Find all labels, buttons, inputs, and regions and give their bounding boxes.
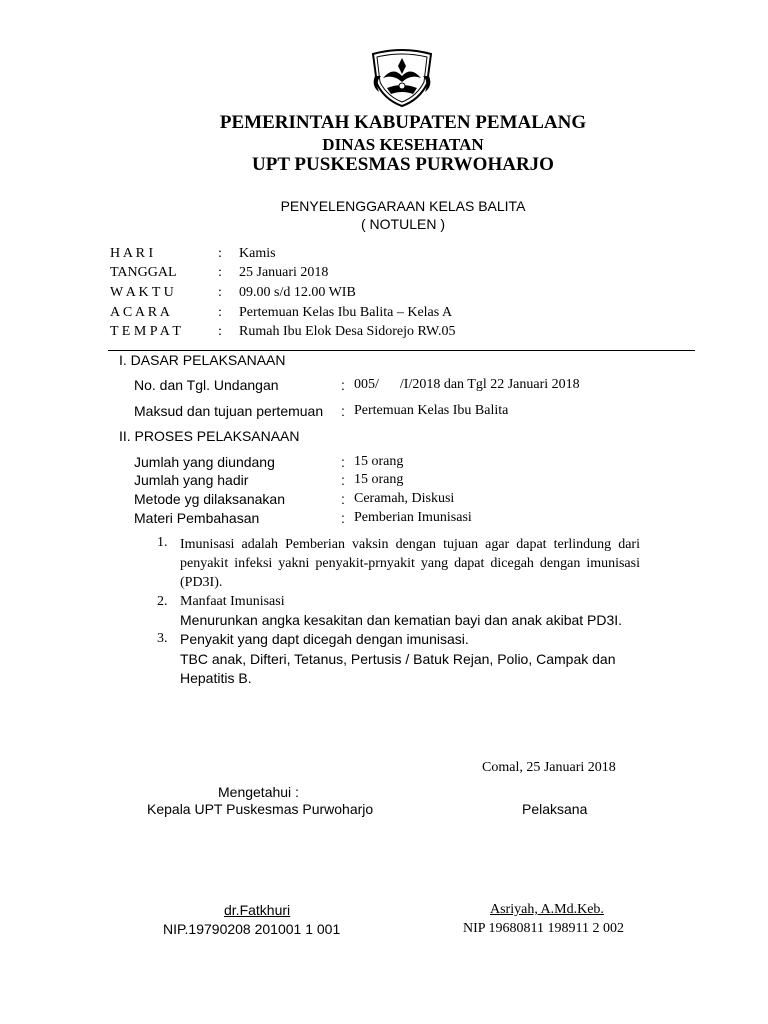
section2-heading: II. PROSES PELAKSANAAN — [119, 428, 300, 444]
basis-sep: : — [341, 377, 345, 393]
info-value-place: Rumah Ibu Elok Desa Sidorejo RW.05 — [239, 324, 456, 339]
executor-title: Pelaksana — [522, 801, 588, 817]
process-label-material: Materi Pembahasan — [134, 510, 260, 526]
list-item-heading: Manfaat Imunisasi — [180, 594, 285, 609]
divider-line — [108, 350, 695, 351]
letterhead-unit: UPT PUSKESMAS PURWOHARJO — [252, 154, 554, 175]
basis-sep: : — [341, 403, 345, 419]
info-sep: : — [218, 246, 222, 261]
basis-label-invitation: No. dan Tgl. Undangan — [134, 377, 279, 393]
list-item-text: Menurunkan angka kesakitan dan kematian bayi dan anak akibat PD3I. — [180, 612, 623, 628]
list-item-heading: Penyakit yang dapt dicegah dengan imunisasi. — [180, 631, 469, 647]
info-label-time: W A K T U — [110, 285, 174, 300]
info-sep: : — [218, 285, 222, 300]
place-date: Comal, 25 Januari 2018 — [482, 760, 616, 775]
regency-emblem-logo — [369, 48, 435, 108]
list-item-number: 1. — [157, 535, 168, 550]
list-item-text: TBC anak, Difteri, Tetanus, Pertusis / Batuk Rejan, Polio, Campak dan — [180, 651, 616, 667]
process-value-material: Pemberian Imunisasi — [354, 510, 472, 525]
basis-value-invitation: 005/ /I/2018 dan Tgl 22 Januari 2018 — [354, 377, 580, 392]
info-value-time: 09.00 s/d 12.00 WIB — [239, 285, 356, 300]
head-title: Kepala UPT Puskesmas Purwoharjo — [147, 801, 374, 817]
process-sep: : — [341, 510, 345, 526]
section1-heading: I. DASAR PELAKSANAAN — [119, 352, 286, 368]
basis-label-purpose: Maksud dan tujuan pertemuan — [134, 403, 324, 419]
letterhead-agency: DINAS KESEHATAN — [322, 135, 484, 154]
process-sep: : — [341, 491, 345, 507]
process-sep: : — [341, 454, 345, 470]
list-item-text: Imunisasi adalah Pemberian vaksin dengan tujuan agar dapat terlindung dari penyakit infeksi yakni penyakit-prnyakit yang dapat dicegah dengan imunisasi (PD3I). — [180, 537, 640, 590]
head-nip: NIP.19790208 201001 1 001 — [163, 921, 341, 937]
executor-name: Asriyah, A.Md.Keb. — [490, 902, 604, 917]
document-subtitle: ( NOTULEN ) — [361, 216, 445, 232]
process-sep: : — [341, 472, 345, 488]
list-item-number: 3. — [157, 631, 168, 646]
list-item-number: 2. — [157, 594, 168, 609]
process-value-method: Ceramah, Diskusi — [354, 491, 455, 506]
process-label-attended: Jumlah yang hadir — [134, 472, 249, 488]
basis-value-purpose: Pertemuan Kelas Ibu Balita — [354, 403, 509, 418]
process-value-invited: 15 orang — [354, 454, 404, 469]
info-label-day: H A R I — [110, 246, 154, 261]
process-value-attended: 15 orang — [354, 472, 404, 487]
info-label-date: TANGGAL — [110, 265, 177, 280]
document-title: PENYELENGGARAAN KELAS BALITA — [280, 198, 526, 214]
letterhead-government: PEMERINTAH KABUPATEN PEMALANG — [219, 112, 587, 133]
info-sep: : — [218, 305, 222, 320]
process-label-method: Metode yg dilaksanakan — [134, 491, 285, 507]
list-item-text: Hepatitis B. — [180, 670, 252, 686]
acknowledged-label: Mengetahui : — [218, 784, 299, 800]
info-label-place: T E M P A T — [110, 324, 181, 339]
info-value-event: Pertemuan Kelas Ibu Balita – Kelas A — [239, 305, 453, 320]
info-sep: : — [218, 324, 222, 339]
head-name: dr.Fatkhuri — [224, 902, 291, 918]
executor-nip: NIP 19680811 198911 2 002 — [463, 921, 624, 936]
process-label-invited: Jumlah yang diundang — [134, 454, 275, 470]
info-value-date: 25 Januari 2018 — [239, 265, 329, 280]
info-value-day: Kamis — [239, 246, 276, 261]
info-label-event: A C A R A — [110, 305, 170, 320]
info-sep: : — [218, 265, 222, 280]
